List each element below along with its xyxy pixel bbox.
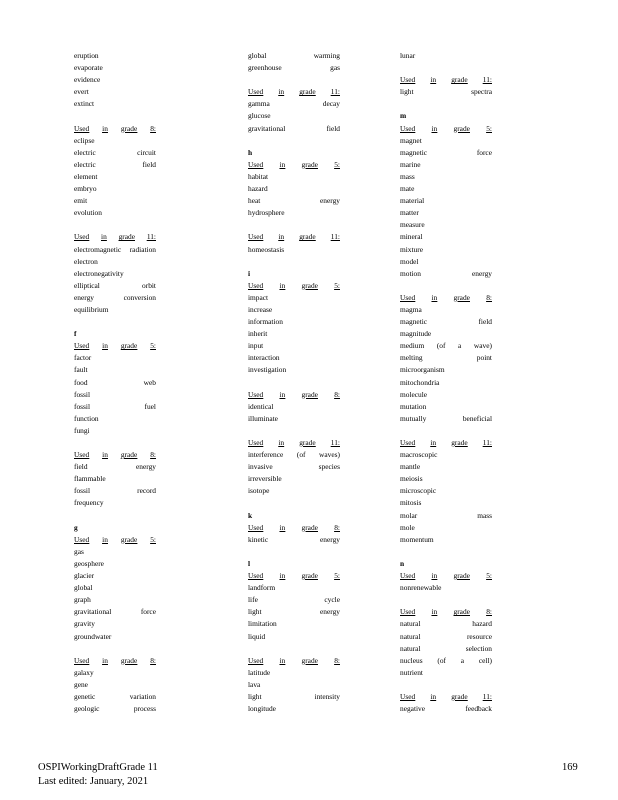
grade-heading: Used in grade 8: xyxy=(248,522,340,532)
grade-heading: Used in grade 11: xyxy=(248,438,340,447)
glossary-term: mutation xyxy=(400,401,427,411)
glossary-term: energy conversion xyxy=(74,292,156,302)
glossary-term: lava xyxy=(248,679,261,689)
glossary-term: microorganism xyxy=(400,365,445,375)
grade-heading: Used in grade 5: xyxy=(248,571,340,581)
glossary-term: geosphere xyxy=(74,558,104,568)
glossary-term: identical xyxy=(248,401,274,411)
glossary-term: fossil xyxy=(74,389,91,399)
glossary-term: material xyxy=(400,196,425,206)
glossary-term: marine xyxy=(400,159,421,169)
glossary-term: magnet xyxy=(400,135,422,145)
glossary-term: equilibrium xyxy=(74,304,109,314)
glossary-term: measure xyxy=(400,220,425,230)
glossary-term: life cycle xyxy=(248,595,340,605)
blank-line xyxy=(74,510,156,522)
glossary-term: geologic process xyxy=(74,704,156,714)
grade-heading: Used in grade 8: xyxy=(74,123,156,133)
glossary-term: magma xyxy=(400,304,422,314)
glossary-term: longitude xyxy=(248,704,276,714)
section-letter: n xyxy=(400,558,405,568)
glossary-term: evidence xyxy=(74,75,101,85)
glossary-term: kinetic energy xyxy=(248,534,340,544)
grade-heading: Used in grade 11: xyxy=(248,87,340,97)
grade-heading: Used in grade 11: xyxy=(400,691,492,701)
glossary-term: mutually beneficial xyxy=(400,413,492,423)
glossary-term: extinct xyxy=(74,99,95,109)
glossary-term: gravity xyxy=(74,619,95,629)
blank-line xyxy=(248,497,340,509)
glossary-term: field energy xyxy=(74,462,156,472)
glossary-term: gas xyxy=(74,546,84,556)
glossary-term: momentum xyxy=(400,534,434,544)
glossary-term: gravitational field xyxy=(248,123,340,133)
glossary-term: latitude xyxy=(248,667,271,677)
glossary-term: light spectra xyxy=(400,87,492,97)
blank-line xyxy=(74,437,156,449)
grade-heading: Used in grade 8: xyxy=(248,655,340,665)
glossary-term: natural resource xyxy=(400,631,492,641)
glossary-term: illuminate xyxy=(248,413,278,423)
glossary-term: liquid xyxy=(248,631,266,641)
glossary-term: frequency xyxy=(74,498,104,508)
glossary-term: interaction xyxy=(248,353,280,363)
glossary-term: mixture xyxy=(400,244,423,254)
glossary-term: evolution xyxy=(74,208,102,218)
page-number: 169 xyxy=(562,762,578,773)
term-column-2 xyxy=(248,50,340,715)
blank-line xyxy=(400,594,492,606)
glossary-term: embryo xyxy=(74,184,97,194)
grade-heading: Used in grade 5: xyxy=(400,571,492,581)
glossary-term: information xyxy=(248,317,283,327)
glossary-term: glucose xyxy=(248,111,271,121)
glossary-term: light energy xyxy=(248,607,340,617)
glossary-term: nonrenewable xyxy=(400,583,442,593)
glossary-term: irreversible xyxy=(248,474,282,484)
glossary-term: interference (of waves) xyxy=(248,450,340,460)
grade-heading: Used in grade 8: xyxy=(248,389,340,399)
glossary-term: lunar xyxy=(400,51,416,60)
glossary-term: light intensity xyxy=(248,691,340,701)
glossary-term: genetic variation xyxy=(74,691,156,701)
blank-line xyxy=(74,219,156,231)
glossary-term: motion energy xyxy=(400,268,492,278)
glossary-term: evaporate xyxy=(74,63,103,73)
glossary-term: negative feedback xyxy=(400,704,492,714)
blank-line xyxy=(248,256,340,268)
glossary-term: electric circuit xyxy=(74,147,156,157)
glossary-term: limitation xyxy=(248,619,277,629)
glossary-term: emit xyxy=(74,196,88,206)
section-letter: g xyxy=(74,522,78,532)
blank-line xyxy=(400,679,492,691)
page-footer xyxy=(38,761,158,789)
glossary-term: electronegativity xyxy=(74,268,124,278)
glossary-term: mantle xyxy=(400,462,421,472)
glossary-term: gravitational force xyxy=(74,607,156,617)
section-letter: l xyxy=(248,558,251,568)
glossary-term: eruption xyxy=(74,51,99,60)
glossary-term: macroscopic xyxy=(400,450,438,460)
glossary-term: habitat xyxy=(248,171,269,181)
grade-heading: Used in grade 5: xyxy=(74,341,156,351)
glossary-term: fungi xyxy=(74,425,90,435)
footer-document-title: OSPIWorkingDraftGrade 11 xyxy=(38,762,158,773)
blank-line xyxy=(400,280,492,292)
glossary-term: natural selection xyxy=(400,643,492,653)
glossary-term: glacier xyxy=(74,571,95,581)
footer-last-edited: Last edited: January, 2021 xyxy=(38,776,149,787)
glossary-term: greenhouse gas xyxy=(248,63,340,73)
section-letter: k xyxy=(248,510,253,520)
glossary-term: evert xyxy=(74,87,89,97)
blank-line xyxy=(248,643,340,655)
glossary-term: invasive species xyxy=(248,462,340,472)
glossary-term: nucleus (of a cell) xyxy=(400,655,492,665)
grade-heading: Used in grade 5: xyxy=(74,534,156,544)
glossary-term: graph xyxy=(74,595,91,605)
glossary-term: increase xyxy=(248,304,273,314)
glossary-term: model xyxy=(400,256,419,266)
grade-heading: Used in grade 8: xyxy=(400,292,492,302)
glossary-term: molar mass xyxy=(400,510,492,520)
term-column-1 xyxy=(74,50,156,715)
glossary-term: natural hazard xyxy=(400,619,492,629)
glossary-term: mole xyxy=(400,522,415,532)
grade-heading: Used in grade 8: xyxy=(74,655,156,665)
glossary-term: flammable xyxy=(74,474,106,484)
glossary-term: mitochondria xyxy=(400,377,440,387)
section-letter: m xyxy=(400,111,407,121)
glossary-term: mitosis xyxy=(400,498,422,508)
glossary-term: investigation xyxy=(248,365,287,375)
glossary-term: molecule xyxy=(400,389,428,399)
blank-line xyxy=(400,98,492,110)
grade-heading: Used in grade 5: xyxy=(248,280,340,290)
blank-line xyxy=(248,377,340,389)
glossary-term: electron xyxy=(74,256,98,266)
glossary-term: nutrient xyxy=(400,667,423,677)
glossary-term: eclipse xyxy=(74,135,95,145)
glossary-term: hydrosphere xyxy=(248,208,285,218)
blank-line xyxy=(74,643,156,655)
glossary-term: global xyxy=(74,583,93,593)
blank-line xyxy=(400,546,492,558)
glossary-term: mass xyxy=(400,171,415,181)
glossary-term: landform xyxy=(248,583,276,593)
blank-line xyxy=(248,546,340,558)
glossary-term: fault xyxy=(74,365,88,375)
section-letter: h xyxy=(248,147,253,157)
glossary-term: homeostasis xyxy=(248,244,285,254)
grade-heading: Used in grade 11: xyxy=(74,232,156,242)
glossary-term: mate xyxy=(400,184,415,194)
glossary-term: fossil record xyxy=(74,486,156,496)
glossary-term: impact xyxy=(248,292,269,302)
glossary-term: microscopic xyxy=(400,486,437,496)
grade-heading: Used in grade 11: xyxy=(248,232,340,242)
glossary-term: food web xyxy=(74,377,156,387)
glossary-term: mineral xyxy=(400,232,423,242)
glossary-term: heat energy xyxy=(248,196,340,206)
glossary-term: electromagnetic radiation xyxy=(74,244,156,254)
grade-heading: Used in grade 11: xyxy=(400,438,492,447)
glossary-term: function xyxy=(74,413,99,423)
grade-heading: Used in grade 5: xyxy=(248,159,340,169)
term-column-3 xyxy=(400,50,492,715)
glossary-term: galaxy xyxy=(74,667,94,677)
blank-line xyxy=(74,316,156,328)
blank-line xyxy=(400,425,492,437)
glossary-term: magnitude xyxy=(400,329,432,339)
glossary-term: gene xyxy=(74,679,88,689)
glossary-term: medium (of a wave) xyxy=(400,341,492,351)
blank-line xyxy=(248,135,340,147)
blank-line xyxy=(248,219,340,231)
blank-line xyxy=(248,74,340,86)
glossary-term: meiosis xyxy=(400,474,423,484)
glossary-term: isotope xyxy=(248,486,270,496)
grade-heading: Used in grade 8: xyxy=(74,450,156,460)
glossary-term: matter xyxy=(400,208,419,218)
glossary-term: element xyxy=(74,171,98,181)
glossary-term: melting point xyxy=(400,353,492,363)
blank-line xyxy=(248,425,340,437)
glossary-term: groundwater xyxy=(74,631,112,641)
glossary-term: magnetic field xyxy=(400,317,492,327)
glossary-term: elliptical orbit xyxy=(74,280,156,290)
glossary-term: gamma decay xyxy=(248,99,340,109)
glossary-term: fossil fuel xyxy=(74,401,156,411)
grade-heading: Used in grade 8: xyxy=(400,607,492,617)
glossary-term: inherit xyxy=(248,329,268,339)
glossary-term: hazard xyxy=(248,184,268,194)
glossary-term: factor xyxy=(74,353,92,363)
grade-heading: Used in grade 11: xyxy=(400,75,492,85)
glossary-term: input xyxy=(248,341,264,351)
glossary-term: global warming xyxy=(248,51,340,60)
glossary-term: electric field xyxy=(74,159,156,169)
section-letter: i xyxy=(248,268,251,278)
glossary-term: magnetic force xyxy=(400,147,492,157)
grade-heading: Used in grade 5: xyxy=(400,123,492,133)
blank-line xyxy=(400,62,492,74)
blank-line xyxy=(74,110,156,122)
section-letter: f xyxy=(74,329,77,339)
